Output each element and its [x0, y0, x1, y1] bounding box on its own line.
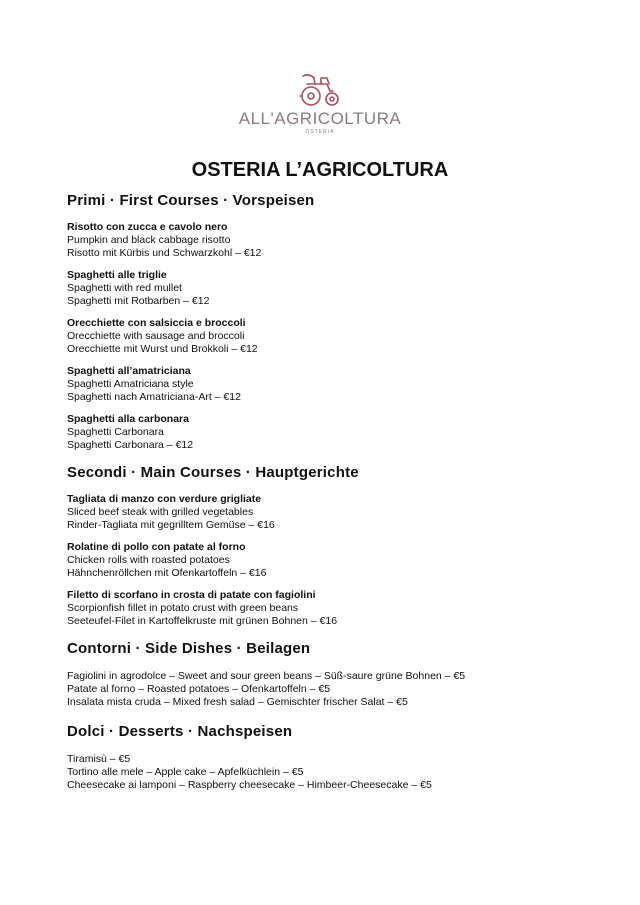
dish-english: Pumpkin and black cabbage risotto: [67, 234, 231, 246]
dish-name: Filetto di scorfano in crosta di patate con fagiolini: [67, 589, 316, 601]
restaurant-logo: [0, 72, 640, 135]
section-secondi: [67, 463, 607, 628]
dish-name: Spaghetti all’amatriciana: [67, 365, 191, 377]
dish-item: [67, 413, 607, 452]
section-heading-contorni: Contorni · Side Dishes · Beilagen: [67, 640, 311, 657]
dish-english: Orecchiette with sausage and broccoli: [67, 330, 245, 342]
dish-german-price: Seeteufel-Filet in Kartoffelkruste mit grünen Bohnen – €16: [67, 615, 338, 627]
section-heading-primi: Primi · First Courses · Vorspeisen: [67, 192, 315, 209]
dish-name: Spaghetti alla carbonara: [67, 413, 189, 425]
menu-content: [67, 191, 607, 792]
dish-item: [67, 317, 607, 356]
dish-name: Tagliata di manzo con verdure grigliate: [67, 493, 262, 505]
dish-german-price: Orecchiette mit Wurst und Brokkoli – €12: [67, 343, 258, 355]
dish-name: Orecchiette con salsiccia e broccoli: [67, 317, 246, 329]
section-dolci: [67, 722, 607, 792]
dish-item: [67, 541, 607, 580]
dish-english: Scorpionfish fillet in potato crust with green beans: [67, 602, 299, 614]
page-title: OSTERIA L’AGRICOLTURA: [191, 159, 449, 181]
list-item: Insalata mista cruda – Mixed fresh salad – Gemischter frischer Salat – €5: [67, 696, 408, 708]
logo-subtitle: OSTERIA: [305, 129, 335, 135]
dish-english: Chicken rolls with roasted potatoes: [67, 554, 230, 566]
dish-english: Spaghetti Carbonara: [67, 426, 164, 438]
dish-german-price: Rinder-Tagliata mit gegrilltem Gemüse – €16: [67, 519, 275, 531]
dish-name: Rolatine di pollo con patate al forno: [67, 541, 246, 553]
dish-item: [67, 269, 607, 308]
dish-item: [67, 589, 607, 628]
item-list-contorni: [67, 670, 607, 709]
section-heading-dolci: Dolci · Desserts · Nachspeisen: [67, 723, 293, 740]
list-item: Tiramisù – €5: [67, 753, 131, 765]
item-list-dolci: [67, 753, 607, 792]
list-item: Fagiolini in agrodolce – Sweet and sour green beans – Süß-saure grüne Bohnen – €5: [67, 670, 466, 682]
section-heading-secondi: Secondi · Main Courses · Hauptgerichte: [67, 464, 359, 481]
logo-name: ALL'AGRICOLTURA: [238, 109, 402, 128]
list-item: Cheesecake ai lamponi – Raspberry cheesecake – Himbeer-Cheesecake – €5: [67, 779, 432, 791]
list-item: Patate al forno – Roasted potatoes – Ofenkartoffeln – €5: [67, 683, 331, 695]
dish-english: Spaghetti Amatriciana style: [67, 378, 194, 390]
dish-german-price: Risotto mit Kürbis und Schwarzkohl – €12: [67, 247, 262, 259]
tractor-icon: [297, 72, 343, 108]
dish-item: [67, 493, 607, 532]
dish-german-price: Spaghetti Carbonara – €12: [67, 439, 194, 451]
dish-name: Risotto con zucca e cavolo nero: [67, 221, 228, 233]
dish-name: Spaghetti alle triglie: [67, 269, 167, 281]
section-contorni: [67, 639, 607, 709]
dish-item: [67, 221, 607, 260]
dish-german-price: Spaghetti mit Rotbarben – €12: [67, 295, 210, 307]
dish-english: Sliced beef steak with grilled vegetables: [67, 506, 254, 518]
dish-list-secondi: [67, 493, 607, 628]
section-primi: [67, 191, 607, 452]
dish-english: Spaghetti with red mullet: [67, 282, 182, 294]
list-item: Tortino alle mele – Apple cake – Apfelküchlein – €5: [67, 766, 304, 778]
dish-list-primi: [67, 221, 607, 452]
dish-german-price: Hähnchenröllchen mit Ofenkartoffeln – €16: [67, 567, 267, 579]
dish-item: [67, 365, 607, 404]
dish-german-price: Spaghetti nach Amatriciana-Art – €12: [67, 391, 241, 403]
